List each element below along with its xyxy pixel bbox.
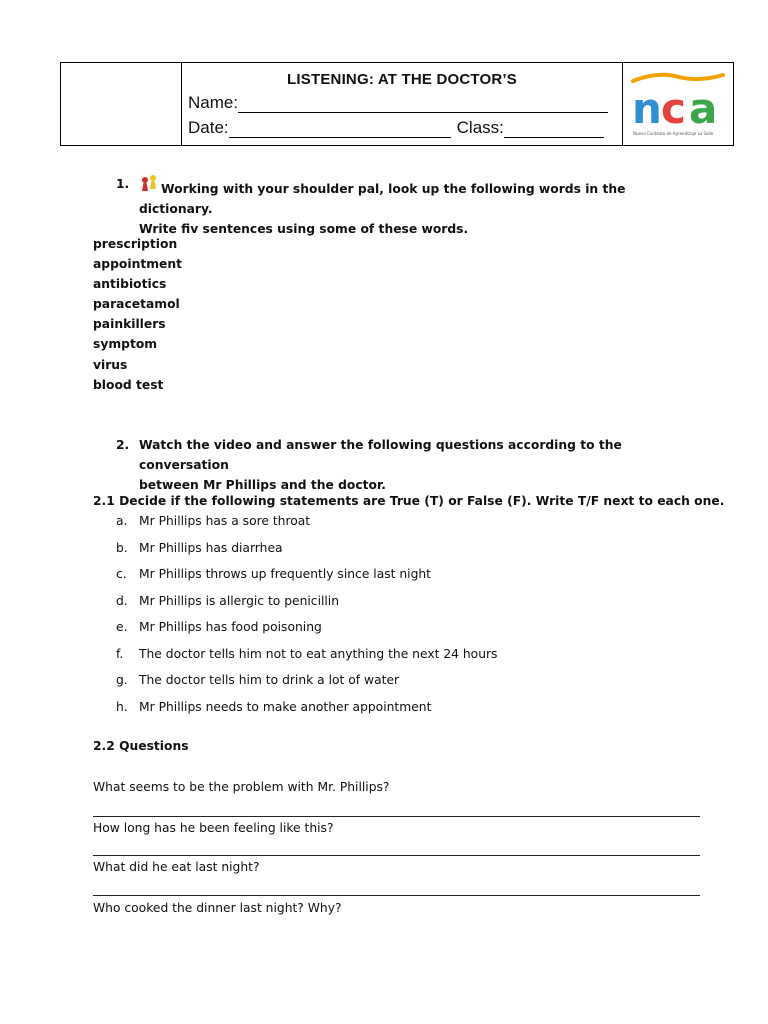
statement-letter: c.: [116, 567, 127, 581]
worksheet-title: LISTENING: AT THE DOCTOR’S: [287, 71, 517, 88]
header-left-cell: [61, 63, 182, 145]
answer-line-2[interactable]: [93, 855, 700, 856]
statement-text: Mr Phillips has diarrhea: [139, 540, 283, 555]
vocab-word: paracetamol: [93, 297, 180, 312]
vocab-word: virus: [93, 357, 128, 372]
logo-subtext: Nuevo Contexto de Aprendizaje La Salle: [633, 131, 714, 136]
vocab-word: blood test: [93, 377, 164, 392]
question-2: How long has he been feeling like this?: [93, 821, 334, 835]
logo-a-letter: a: [689, 84, 718, 133]
statement-letter: a.: [116, 514, 128, 528]
class-label: Class:: [456, 118, 504, 137]
nca-logo: [627, 69, 729, 141]
question-3: What did he eat last night?: [93, 860, 260, 874]
task-1-line-1: Working with your shoulder pal, look up the following words in the dictionary.: [139, 182, 626, 216]
answer-line-1[interactable]: [93, 816, 700, 817]
statement-letter: b.: [116, 540, 128, 555]
statement-letter: f.: [116, 646, 124, 661]
statement-text: Mr Phillips throws up frequently since last night: [139, 567, 432, 581]
statement-text: The doctor tells him not to eat anything the next 24 hours: [139, 646, 498, 661]
task-1-number: 1.: [116, 177, 130, 191]
statement-text: The doctor tells him to drink a lot of water: [139, 673, 400, 687]
date-label: Date:: [188, 118, 229, 137]
statement-letter: d.: [116, 593, 128, 608]
logo-c-letter: c: [661, 84, 686, 133]
name-blank[interactable]: [238, 96, 608, 113]
logo-n-letter: n: [632, 84, 662, 133]
statement-text: Mr Phillips has food poisoning: [139, 620, 322, 634]
date-class-row: [188, 118, 604, 138]
statement-letter: h.: [116, 699, 128, 714]
statement-text: Mr Phillips needs to make another appointment: [139, 699, 432, 714]
answer-line-3[interactable]: [93, 895, 700, 896]
name-label: Name:: [188, 93, 239, 112]
vocabulary-list: [93, 234, 182, 395]
subsection-2-2-title: 2.2 Questions: [93, 739, 189, 753]
vocab-word: appointment: [93, 257, 182, 272]
statement-letter: g.: [116, 673, 128, 687]
header-table: [60, 62, 734, 146]
header-logo-cell: [623, 63, 733, 145]
statement-text: Mr Phillips is allergic to penicillin: [139, 593, 340, 608]
vocab-word: symptom: [93, 337, 158, 352]
question-4: Who cooked the dinner last night? Why?: [93, 901, 342, 915]
vocab-word: antibiotics: [93, 277, 167, 292]
name-field[interactable]: [188, 93, 608, 113]
statement-text: Mr Phillips has a sore throat: [139, 514, 311, 528]
question-1: What seems to be the problem with Mr. Phillips?: [93, 780, 390, 794]
date-blank[interactable]: [229, 121, 451, 138]
vocab-word: painkillers: [93, 317, 166, 332]
task-1-line-2: Write fiv sentences using some of these words.: [139, 222, 469, 236]
pair-work-icon: [139, 174, 159, 194]
vocab-word: prescription: [93, 237, 178, 251]
header-middle-cell: [182, 63, 623, 145]
subsection-2-1-title: 2.1 Decide if the following statements are True (T) or False (F). Write T/F next to each one.: [93, 494, 725, 508]
task-2-line-2: between Mr Phillips and the doctor.: [139, 478, 386, 492]
class-blank[interactable]: [504, 121, 604, 138]
task-2-line-1: Watch the video and answer the following questions according to the conversation: [139, 438, 622, 472]
task-2-number: 2.: [116, 438, 130, 452]
statement-letter: e.: [116, 620, 128, 634]
